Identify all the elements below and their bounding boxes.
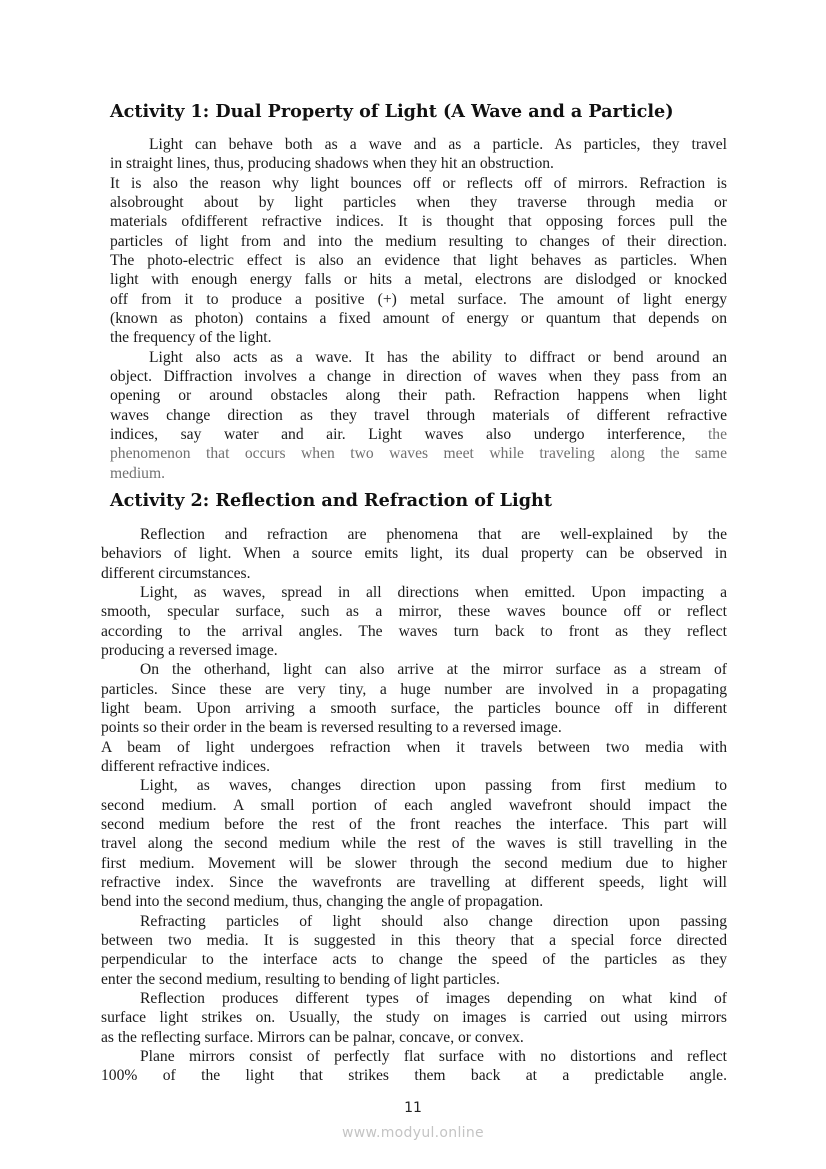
- text-line: different circumstances.: [101, 564, 251, 582]
- text-line: in straight lines, thus, producing shadows when they hit an obstruction.: [110, 155, 554, 173]
- text-line: behaviors of light. When a source emits light, its dual property can be observed in: [101, 545, 727, 563]
- activity-1-body: [110, 135, 727, 483]
- page-number: 11: [404, 1100, 422, 1116]
- paragraph: [101, 660, 727, 737]
- text-segment-gray: the: [707, 425, 727, 443]
- text-line: On the otherhand, light can also arrive at the mirror surface as a stream of: [140, 661, 727, 679]
- paragraph: [110, 135, 727, 174]
- text-line: materials ofdifferent refractive indices. It is thought that opposing forces pull the: [110, 213, 727, 231]
- text-line: different refractive indices.: [101, 757, 270, 775]
- paragraph: [101, 989, 727, 1047]
- text-line: as the reflecting surface. Mirrors can be palnar, concave, or convex.: [101, 1028, 524, 1046]
- text-line: perpendicular to the interface acts to change the speed of the particles as they: [101, 951, 727, 969]
- text-line: enter the second medium, resulting to bending of light particles.: [101, 970, 500, 988]
- text-line: second medium before the rest of the front reaches the interface. This part will: [101, 815, 727, 833]
- text-line: (known as photon) contains a fixed amount of energy or quantum that depends on: [110, 309, 727, 327]
- text-line: Plane mirrors consist of perfectly flat surface with no distortions and reflect: [140, 1047, 727, 1065]
- text-line: 100% of the light that strikes them back at a predictable angle.: [101, 1067, 727, 1085]
- text-line: Refracting particles of light should also change direction upon passing: [140, 912, 727, 930]
- paragraph: [101, 525, 727, 583]
- text-line: A beam of light undergoes refraction when it travels between two media with: [101, 738, 727, 756]
- paragraph: [101, 776, 727, 911]
- text-line: The photo-electric effect is also an evidence that light behaves as particles. When: [110, 251, 727, 269]
- text-line: particles. Since these are very tiny, a huge number are involved in a propagating: [101, 680, 727, 698]
- activity-2-body: [101, 525, 727, 1086]
- text-line: Light also acts as a wave. It has the ability to diffract or bend around an: [149, 348, 727, 366]
- text-line: first medium. Movement will be slower through the second medium due to higher: [101, 854, 727, 872]
- text-line: points so their order in the beam is reversed resulting to a reversed image.: [101, 719, 562, 737]
- text-line: It is also the reason why light bounces off or reflects off of mirrors. Refraction is: [110, 174, 727, 192]
- text-line: Light, as waves, changes direction upon passing from first medium to: [140, 777, 727, 795]
- text-line: producing a reversed image.: [101, 641, 278, 659]
- text-line: second medium. A small portion of each angled wavefront should impact the: [101, 796, 727, 814]
- text-line: opening or around obstacles along their path. Refraction happens when light: [110, 387, 727, 405]
- text-segment-gray: medium.: [110, 464, 166, 482]
- text-line: travel along the second medium while the rest of the waves is still travelling in the: [101, 835, 727, 853]
- paragraph: [101, 583, 727, 660]
- text-line: refractive index. Since the wavefronts are travelling at different speeds, light will: [101, 873, 727, 891]
- text-line: Light can behave both as a wave and as a particle. As particles, they travel: [149, 136, 727, 153]
- text-line: Reflection produces different types of images depending on what kind of: [140, 989, 727, 1007]
- paragraph: [101, 912, 727, 989]
- activity-2-heading: Activity 2: Reflection and Refraction of Light: [110, 490, 552, 511]
- paragraph: [101, 1047, 727, 1086]
- paragraph: [110, 174, 727, 348]
- text-line: the frequency of the light.: [110, 329, 272, 347]
- text-line: particles of light from and into the medium resulting to changes of their direction.: [110, 232, 727, 250]
- text-line: object. Diffraction involves a change in direction of waves when they pass from an: [110, 367, 727, 385]
- text-line: light beam. Upon arriving a smooth surface, the particles bounce off in different: [101, 699, 727, 717]
- text-line: surface light strikes on. Usually, the study on images is carried out using mirrors: [101, 1009, 727, 1027]
- text-line: smooth, specular surface, such as a mirror, these waves bounce off or reflect: [101, 603, 727, 621]
- activity-1-heading: Activity 1: Dual Property of Light (A Wave and a Particle): [110, 101, 674, 122]
- paragraph: [110, 348, 727, 483]
- text-segment-gray: phenomenon that occurs when two waves meet while traveling along the same: [110, 445, 727, 463]
- text-line: [110, 444, 727, 463]
- text-line: Light, as waves, spread in all directions when emitted. Upon impacting a: [140, 583, 727, 601]
- text-line: [110, 464, 727, 483]
- paragraph: [101, 738, 727, 777]
- text-line: [110, 425, 727, 444]
- watermark: www.modyul.online: [342, 1125, 484, 1141]
- text-line: according to the arrival angles. The waves turn back to front as they reflect: [101, 622, 727, 640]
- text-line: bend into the second medium, thus, changing the angle of propagation.: [101, 893, 544, 911]
- text-line: waves change direction as they travel through materials of different refractive: [110, 406, 727, 424]
- text-line: between two media. It is suggested in this theory that a special force directed: [101, 931, 727, 949]
- text-segment: indices, say water and air. Light waves also undergo interference,: [110, 425, 708, 443]
- text-line: light with enough energy falls or hits a metal, electrons are dislodged or knocked: [110, 271, 727, 289]
- text-line: off from it to produce a positive (+) metal surface. The amount of light energy: [110, 290, 727, 308]
- text-line: Reflection and refraction are phenomena that are well-explained by the: [140, 526, 727, 543]
- text-line: alsobrought about by light particles when they traverse through media or: [110, 193, 727, 211]
